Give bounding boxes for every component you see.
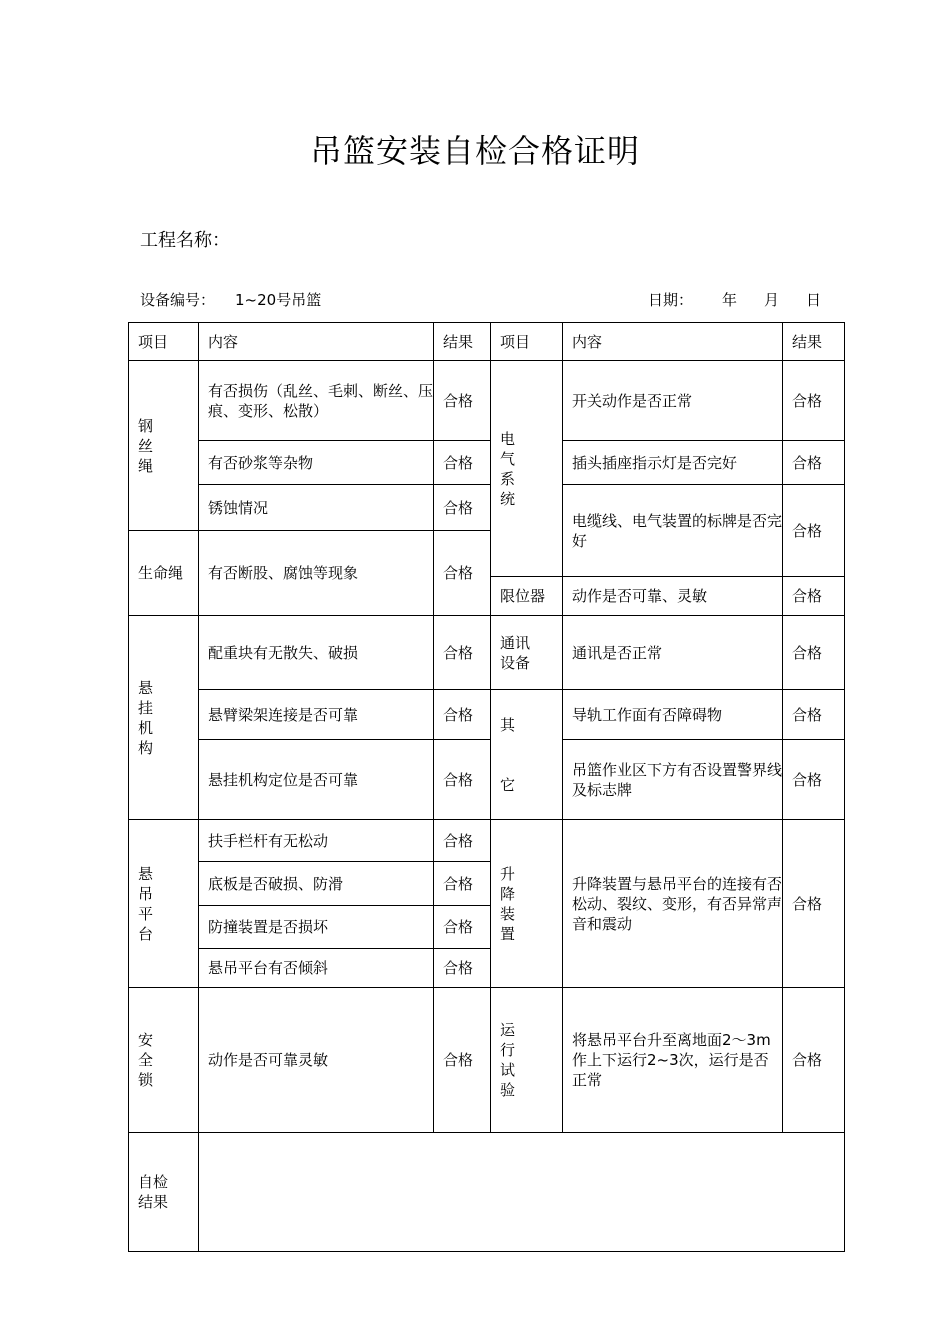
suspension-result-1: 合格	[434, 616, 491, 690]
header-content: 内容	[199, 323, 434, 361]
table-row	[129, 616, 845, 690]
self-check-result-field[interactable]	[199, 1133, 845, 1252]
platform-content-1: 扶手栏杆有无松动	[199, 820, 434, 862]
comm-label: 通讯 设备	[491, 616, 563, 690]
table-row	[129, 361, 845, 441]
lifeline-label: 生命绳	[129, 531, 199, 616]
lifeline-result: 合格	[434, 531, 491, 616]
electrical-content-1: 开关动作是否正常	[563, 361, 783, 441]
electrical-content-2: 插头插座指示灯是否完好	[563, 441, 783, 485]
platform-result-1: 合格	[434, 820, 491, 862]
suspension-label: 悬 挂 机 构	[129, 616, 199, 820]
header-item: 项目	[491, 323, 563, 361]
wire-rope-result-1: 合格	[434, 361, 491, 441]
project-name-label: 工程名称：	[140, 230, 230, 251]
table-row	[129, 485, 845, 531]
lifeline-content: 有否断股、腐蚀等现象	[199, 531, 434, 616]
equipment-label: 设备编号：	[140, 291, 216, 309]
other-content-2: 吊篮作业区下方有否设置警界线及标志牌	[563, 740, 783, 820]
equipment-number	[140, 289, 321, 310]
suspension-content-1: 配重块有无散失、破损	[199, 616, 434, 690]
run-test-result: 合格	[783, 988, 845, 1133]
electrical-content-3: 电缆线、电气装置的标牌是否完好	[563, 485, 783, 577]
electrical-label: 电 气 系 统	[491, 361, 563, 577]
run-test-content: 将悬吊平台升至离地面2～3m作上下运行2~3次，运行是否正常	[563, 988, 783, 1133]
table-row	[129, 820, 845, 862]
suspension-result-2: 合格	[434, 690, 491, 740]
other-result-1: 合格	[783, 690, 845, 740]
other-content-1: 导轨工作面有否障碍物	[563, 690, 783, 740]
platform-content-2: 底板是否破损、防滑	[199, 862, 434, 906]
self-check-label: 自检 结果	[129, 1133, 199, 1252]
table-row	[129, 690, 845, 740]
safety-lock-label: 安 全 锁	[129, 988, 199, 1133]
wire-rope-content-3: 锈蚀情况	[199, 485, 434, 531]
document-title: 吊篮安装自检合格证明	[309, 132, 640, 170]
limiter-content: 动作是否可靠、灵敏	[563, 577, 783, 616]
other-result-2: 合格	[783, 740, 845, 820]
platform-content-4: 悬吊平台有否倾斜	[199, 949, 434, 988]
run-test-label: 运 行 试 验	[491, 988, 563, 1133]
lifting-content: 升降装置与悬吊平台的连接有否松动、裂纹、变形，有否异常声音和震动	[563, 820, 783, 988]
platform-result-4: 合格	[434, 949, 491, 988]
electrical-result-3: 合格	[783, 485, 845, 577]
other-label: 其 它	[491, 690, 563, 820]
suspension-result-3: 合格	[434, 740, 491, 820]
electrical-result-1: 合格	[783, 361, 845, 441]
safety-lock-result: 合格	[434, 988, 491, 1133]
date-month: 月	[764, 291, 780, 309]
wire-rope-label: 钢 丝 绳	[129, 361, 199, 531]
comm-content: 通讯是否正常	[563, 616, 783, 690]
wire-rope-result-3: 合格	[434, 485, 491, 531]
electrical-result-2: 合格	[783, 441, 845, 485]
platform-content-3: 防撞装置是否损坏	[199, 906, 434, 949]
suspension-content-3: 悬挂机构定位是否可靠	[199, 740, 434, 820]
suspension-content-2: 悬臂梁架连接是否可靠	[199, 690, 434, 740]
header-content: 内容	[563, 323, 783, 361]
table-row	[129, 988, 845, 1133]
equipment-value: 1~20号吊篮	[235, 291, 322, 309]
table-row	[129, 740, 845, 820]
table-row	[129, 441, 845, 485]
platform-label: 悬 吊 平 台	[129, 820, 199, 988]
date-day: 日	[806, 291, 822, 309]
wire-rope-content-2: 有否砂浆等杂物	[199, 441, 434, 485]
platform-result-3: 合格	[434, 906, 491, 949]
wire-rope-result-2: 合格	[434, 441, 491, 485]
limiter-label: 限位器	[491, 577, 563, 616]
date-line	[648, 289, 821, 310]
header-row	[129, 323, 845, 361]
header-result: 结果	[783, 323, 845, 361]
safety-lock-content: 动作是否可靠灵敏	[199, 988, 434, 1133]
date-label: 日期：	[648, 291, 694, 309]
wire-rope-content-1: 有否损伤（乱丝、毛刺、断丝、压痕、变形、松散）	[199, 361, 434, 441]
lifting-result: 合格	[783, 820, 845, 988]
inspection-table	[128, 322, 845, 1252]
header-result: 结果	[434, 323, 491, 361]
comm-result: 合格	[783, 616, 845, 690]
header-item: 项目	[129, 323, 199, 361]
lifting-label: 升 降 装 置	[491, 820, 563, 988]
platform-result-2: 合格	[434, 862, 491, 906]
date-year: 年	[722, 291, 738, 309]
table-row	[129, 1133, 845, 1252]
limiter-result: 合格	[783, 577, 845, 616]
